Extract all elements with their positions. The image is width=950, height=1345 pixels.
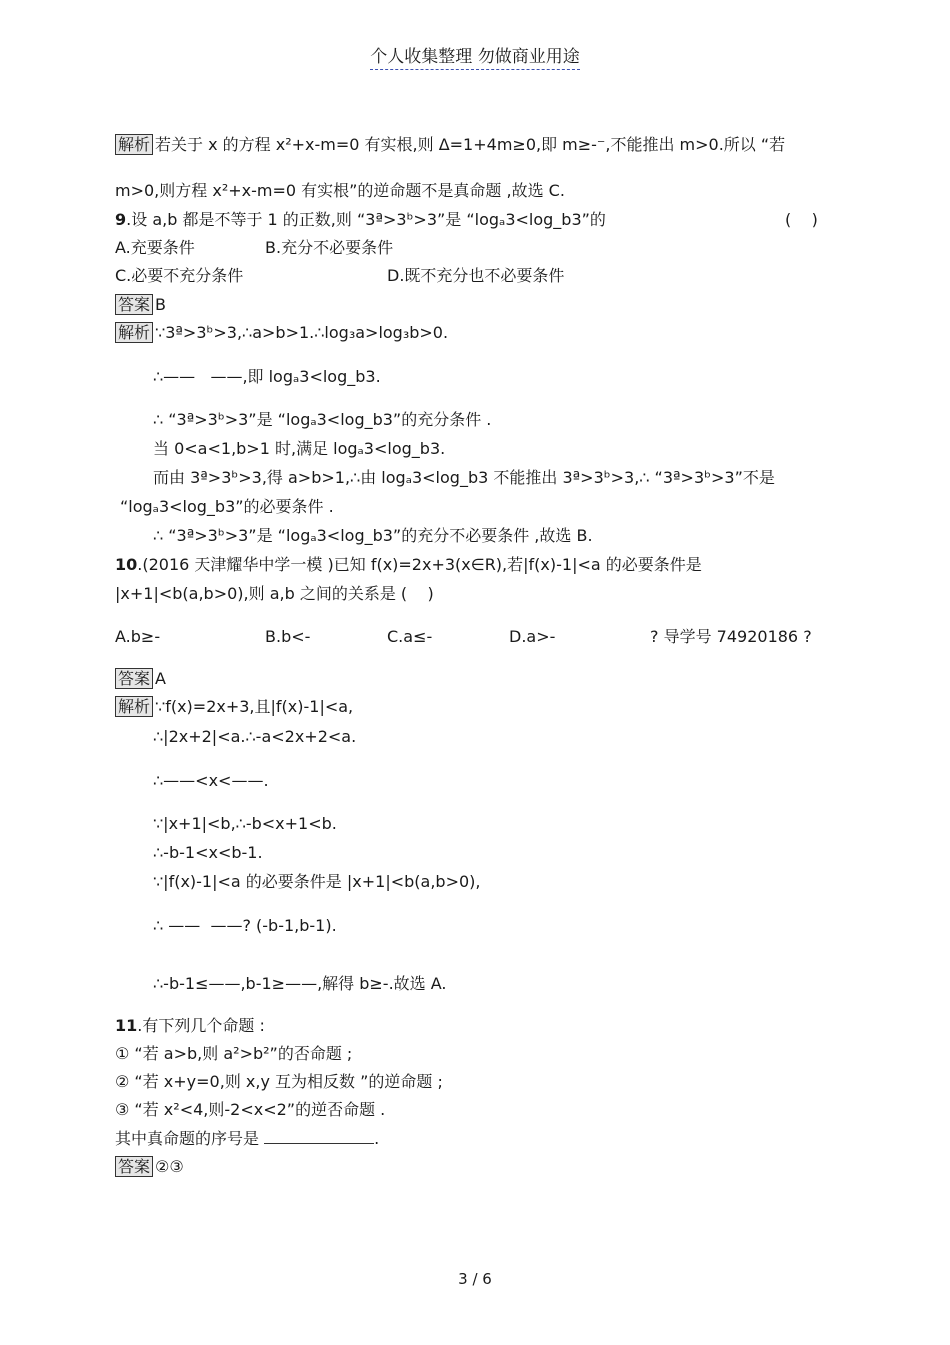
q9-analysis-2: ∴—— ——,即 logₐ3<log_b3. bbox=[153, 367, 381, 386]
answer-blank bbox=[264, 1128, 374, 1144]
q8-analysis-line2: m>0,则方程 x²+x-m=0 有实根”的逆命题不是真命题 ,故选 C. bbox=[115, 181, 565, 200]
q9-answer-value: B bbox=[155, 295, 166, 314]
q10-answer bbox=[115, 668, 166, 690]
q11-stem bbox=[115, 1015, 265, 1037]
q9-option-c: C.必要不充分条件 bbox=[115, 266, 244, 285]
q10-reference: ? 导学号 74920186 ? bbox=[650, 627, 812, 646]
q10-analysis-4: ∵|x+1|<b,∴-b<x+1<b. bbox=[153, 814, 337, 833]
q10-analysis-6: ∵|f(x)-1|<a 的必要条件是 |x+1|<b(a,b>0), bbox=[153, 872, 481, 891]
q10-stem-1 bbox=[115, 554, 702, 576]
q10-analysis-8: ∴-b-1≤——,b-1≥——,解得 b≥-.故选 A. bbox=[153, 974, 447, 993]
q9-number: 9 bbox=[115, 210, 127, 229]
answer-tag: 答案 bbox=[115, 294, 153, 315]
q9-analysis-4: 当 0<a<1,b>1 时,满足 logₐ3<log_b3. bbox=[153, 439, 446, 458]
analysis-tag: 解析 bbox=[115, 696, 153, 717]
q9-option-d: D.既不充分也不必要条件 bbox=[387, 266, 565, 285]
q9-analysis-6: “logₐ3<log_b3”的必要条件 . bbox=[120, 497, 334, 516]
q8-analysis-line1 bbox=[115, 134, 785, 156]
q10-answer-value: A bbox=[155, 669, 166, 688]
q10-analysis-3: ∴——<x<——. bbox=[153, 771, 269, 790]
page-number: 3 / 6 bbox=[458, 1270, 492, 1288]
q9-option-b: B.充分不必要条件 bbox=[265, 238, 394, 257]
q9-analysis-7: ∴ “3ª>3ᵇ>3”是 “logₐ3<log_b3”的充分不必要条件 ,故选 B. bbox=[153, 526, 593, 545]
q11-statement-1: ① “若 a>b,则 a²>b²”的否命题 ; bbox=[115, 1044, 353, 1063]
q9-analysis-3: ∴ “3ª>3ᵇ>3”是 “logₐ3<log_b3”的充分条件 . bbox=[153, 410, 492, 429]
q10-analysis-1 bbox=[115, 696, 353, 718]
q9-analysis-1 bbox=[115, 322, 448, 344]
q10-number: 10 bbox=[115, 555, 138, 574]
q9-a1-text: ∵3ª>3ᵇ>3,∴a>b>1.∴log₃a>log₃b>0. bbox=[155, 323, 449, 342]
q10-a1-text: ∵f(x)=2x+3,且|f(x)-1|<a, bbox=[155, 697, 354, 716]
q11-answer bbox=[115, 1156, 184, 1178]
q10-option-a: A.b≥- bbox=[115, 627, 161, 646]
analysis-tag: 解析 bbox=[115, 322, 153, 343]
q10-stem1-text: .(2016 天津耀华中学一模 )已知 f(x)=2x+3(x∈R),若|f(x)-1|<a 的必要条件是 bbox=[137, 555, 702, 574]
answer-tag: 答案 bbox=[115, 1156, 153, 1177]
q10-analysis-2: ∴|2x+2|<a.∴-a<2x+2<a. bbox=[153, 727, 357, 746]
q10-analysis-5: ∴-b-1<x<b-1. bbox=[153, 843, 263, 862]
q9-stem bbox=[115, 209, 606, 231]
page-header bbox=[0, 42, 950, 67]
q8-text1: 若关于 x 的方程 x²+x-m=0 有实根,则 Δ=1+4m≥0,即 m≥-⁻,不能推出 m>0.所以 “若 bbox=[155, 135, 786, 154]
q11-question-text: 其中真命题的序号是 bbox=[115, 1129, 260, 1148]
q11-statement-2: ② “若 x+y=0,则 x,y 互为相反数 ”的逆命题 ; bbox=[115, 1072, 443, 1091]
answer-tag: 答案 bbox=[115, 668, 153, 689]
q11-number: 11 bbox=[115, 1016, 138, 1035]
q9-stem-text: .设 a,b 都是不等于 1 的正数,则 “3ª>3ᵇ>3”是 “logₐ3<log_b3”的 bbox=[126, 210, 606, 229]
analysis-tag: 解析 bbox=[115, 134, 153, 155]
q11-stem-text: .有下列几个命题 : bbox=[137, 1016, 265, 1035]
q11-statement-3: ③ “若 x²<4,则-2<x<2”的逆否命题 . bbox=[115, 1100, 386, 1119]
q10-option-b: B.b<- bbox=[265, 627, 311, 646]
q9-answer bbox=[115, 294, 166, 316]
q9-option-a: A.充要条件 bbox=[115, 238, 195, 257]
q10-stem-2: |x+1|<b(a,b>0),则 a,b 之间的关系是 ( ) bbox=[115, 584, 434, 603]
q10-option-d: D.a>- bbox=[509, 627, 556, 646]
q9-paren: ( ) bbox=[785, 210, 818, 229]
q9-analysis-5: 而由 3ª>3ᵇ>3,得 a>b>1,∴由 logₐ3<log_b3 不能推出 3ª>3ᵇ>3,∴ “3ª>3ᵇ>3”不是 bbox=[153, 468, 775, 487]
q10-analysis-7: ∴ —— ——? (-b-1,b-1). bbox=[153, 916, 337, 935]
header-text: 个人收集整理 勿做商业用途 bbox=[370, 47, 579, 70]
q11-answer-value: ②③ bbox=[155, 1157, 184, 1176]
q11-question bbox=[115, 1128, 379, 1150]
q10-option-c: C.a≤- bbox=[387, 627, 433, 646]
q11-question-end: . bbox=[374, 1129, 380, 1148]
